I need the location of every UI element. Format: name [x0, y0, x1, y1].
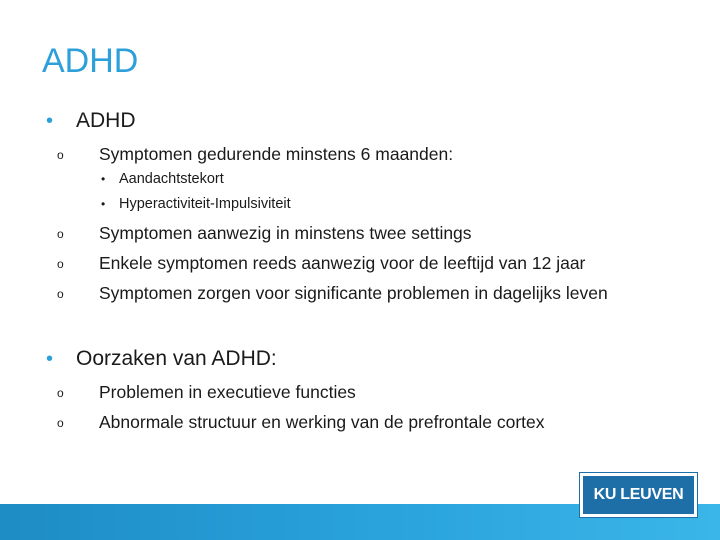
bullet-dot-icon: •	[101, 197, 106, 212]
sub-list-item-text: Hyperactiviteit-Impulsiviteit	[119, 196, 291, 212]
bullet-circle-icon: o	[57, 226, 64, 241]
bullet-dot-icon: •	[101, 172, 106, 187]
bullet-circle-icon: o	[57, 286, 64, 301]
section-heading	[42, 348, 277, 369]
list-item	[57, 384, 356, 402]
section-heading-label: Oorzaken van ADHD:	[76, 347, 277, 370]
list-item-text: Symptomen aanwezig in minstens twee settings	[99, 223, 472, 243]
list-item	[57, 225, 472, 243]
section-heading-label: ADHD	[76, 109, 136, 132]
list-item-text: Enkele symptomen reeds aanwezig voor de leeftijd van 12 jaar	[99, 253, 586, 273]
sub-list-item-text: Aandachtstekort	[119, 171, 224, 187]
list-item-text: Problemen in executieve functies	[99, 382, 356, 402]
ku-leuven-logo	[580, 473, 697, 517]
list-item	[57, 255, 585, 273]
list-item-text: Symptomen gedurende minstens 6 maanden:	[99, 144, 454, 164]
list-item	[57, 285, 608, 303]
bullet-circle-icon: o	[57, 256, 64, 271]
bullet-circle-icon: o	[57, 147, 64, 162]
list-item	[57, 414, 545, 432]
list-item-text: Symptomen zorgen voor significante problemen in dagelijks leven	[99, 283, 608, 303]
list-item-text: Abnormale structuur en werking van de prefrontale cortex	[99, 412, 545, 432]
bullet-circle-icon: o	[57, 415, 64, 430]
sub-list-item	[101, 172, 224, 187]
slide-title: ADHD	[42, 42, 139, 80]
section-heading	[42, 110, 136, 131]
bullet-circle-icon: o	[57, 385, 64, 400]
bullet-dot-icon: •	[46, 109, 54, 132]
list-item	[57, 146, 453, 164]
logo-text: KU LEUVEN	[593, 486, 684, 503]
bullet-dot-icon: •	[46, 347, 54, 370]
sub-list-item	[101, 197, 291, 212]
